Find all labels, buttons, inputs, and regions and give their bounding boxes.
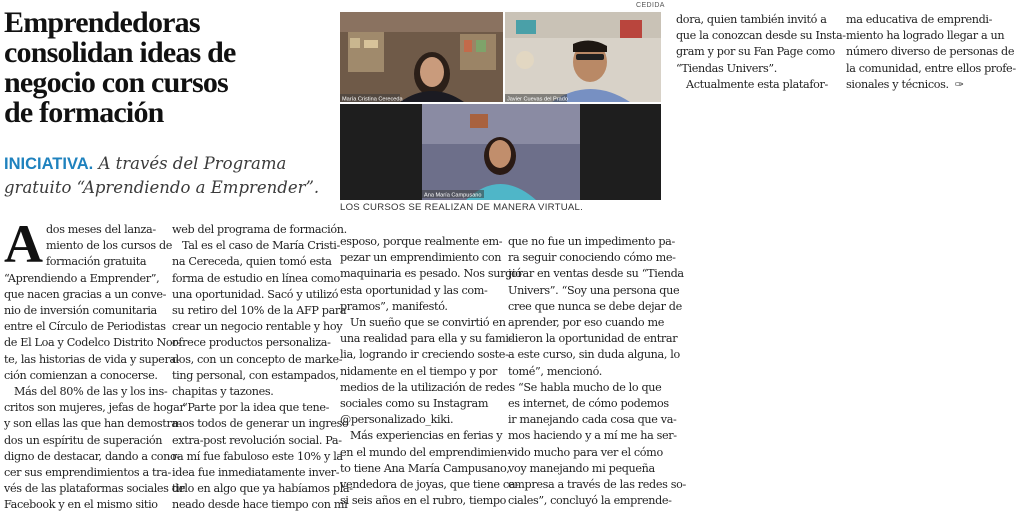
body-line: ting personal, con estampados, [172, 368, 339, 382]
body-line: maquinaria es pesado. Nos surgió [340, 267, 522, 281]
body-line: “Aprendiendo a Emprender”, [4, 271, 160, 285]
photo-credit: CEDIDA [636, 2, 665, 9]
body-line: esposo, porque realmente em- [340, 235, 503, 248]
body-line: ción comienzan a conocerse. [4, 368, 158, 382]
body-line: dos meses del lanza- [46, 223, 156, 236]
body-line: neado desde hace tiempo con mi [172, 498, 348, 512]
body-line: a este curso, sin duda alguna, lo [508, 348, 680, 362]
body-line: que no fue un impedimento pa- [508, 235, 675, 248]
body-line: aprender, por eso cuando me [508, 316, 665, 330]
body-line: medios de la utilización de redes [340, 380, 515, 394]
body-line: pramos”, manifestó. [340, 299, 448, 313]
body-line: lia, logrando ir creciendo soste- [340, 348, 509, 362]
body-line: mos todos de generar un ingreso [172, 417, 349, 431]
participant-name: María Cristina Cereceda [342, 96, 403, 103]
body-line: voy manejando mi pequeña [508, 461, 655, 475]
body-line: gram y por su Fan Page como [676, 45, 835, 59]
body-line: dos un espíritu de superación [4, 433, 163, 447]
body-line: empresa a través de las redes so- [508, 478, 686, 492]
body-line [846, 77, 996, 93]
body-line: es internet, de cómo podemos [508, 397, 669, 411]
body-line: una oportunidad. Sacó y utilizó [172, 287, 339, 301]
body-line: “Tiendas Univers”. [676, 61, 777, 75]
body-line: cree que nunca se debe dejar de [508, 299, 682, 313]
body-column-6 [846, 12, 1016, 93]
body-line: en el mundo del emprendimien- [340, 445, 511, 459]
body-line: “Se habla mucho de lo que [518, 380, 662, 394]
body-line: Más del 80% de las y los ins- [14, 385, 168, 399]
body-line: idea fue inmediatamente inver- [172, 466, 340, 480]
body-line: digno de destacar, dando a cono- [4, 449, 180, 463]
body-line: pezar un emprendimiento con [340, 251, 502, 265]
body-line: mos haciendo y a mí me ha ser- [508, 429, 677, 443]
body-line: forma de estudio en línea como [172, 271, 340, 285]
body-line: vido mucho para ver el cómo [508, 445, 663, 459]
end-mark-icon: ✑ [954, 77, 964, 91]
body-line: te, las historias de vida y supera- [4, 352, 180, 366]
body-line: ciales”, concluyó la emprende- [508, 494, 672, 508]
body-line: vendedora de joyas, que tiene ca- [340, 478, 519, 492]
body-line: si seis años en el rubro, tiempo [340, 494, 507, 508]
body-line: la comunidad, entre ellos profe- [846, 61, 1016, 75]
deck-kicker: INICIATIVA. [4, 155, 94, 173]
body-line: vés de las plataformas sociales de [4, 482, 185, 496]
body-line: Actualmente esta platafor- [686, 77, 828, 91]
body-line: esta oportunidad y las com- [340, 283, 488, 297]
participant-name: Ana María Campusano [424, 192, 482, 199]
body-line: ir manejando cada cosa que va- [508, 413, 677, 427]
body-line: “Parte por la idea que tene- [182, 401, 330, 415]
body-line: tomé”, mencionó. [508, 364, 603, 378]
body-column-3 [340, 234, 522, 509]
body-line: critos son mujeres, jefas de hogar [4, 401, 185, 415]
body-line: miento ha logrado llegar a un [846, 29, 1005, 43]
video-call-illustration [340, 10, 661, 200]
photo-caption: LOS CURSOS SE REALIZAN DE MANERA VIRTUAL. [340, 202, 584, 213]
drop-cap: A [4, 214, 43, 274]
body-line: cer sus emprendimientos a tra- [4, 466, 171, 480]
body-line: dieron la oportunidad de entrar [508, 332, 678, 346]
body-line: sociales como su Instagram [340, 397, 489, 411]
body-line: formación gratuita [46, 255, 147, 269]
body-line: na Cereceda, quien tomó esta [172, 255, 332, 269]
body-line: Univers”. “Soy una persona que [508, 283, 680, 297]
headline-line: de formación [4, 96, 164, 129]
body-line: su retiro del 10% de la AFP para [172, 304, 347, 318]
body-line: nidamente en el tiempo y por [340, 364, 497, 378]
body-line: de El Loa y Codelco Distrito Nor- [4, 336, 181, 350]
body-line: que nacen gracias a un conve- [4, 287, 167, 301]
body-line: dora, quien también invitó a [676, 13, 827, 26]
body-line: Un sueño que se convirtió en [350, 316, 506, 330]
headline-line: consolidan ideas de [4, 36, 236, 69]
body-line: chapitas y tazones. [172, 385, 274, 399]
body-line: miento de los cursos de [46, 239, 173, 253]
body-line: que la conozcan desde su Insta- [676, 29, 846, 43]
body-line: web del programa de formación. [172, 223, 347, 236]
body-line: jorar en ventas desde su “Tienda [508, 267, 684, 281]
headline [4, 8, 334, 128]
headline-line: negocio con cursos [4, 66, 228, 99]
body-line: to tiene Ana María Campusano, [340, 461, 510, 475]
deck [4, 152, 334, 200]
body-line: ofrece productos personaliza- [172, 336, 331, 350]
headline-line: Emprendedoras [4, 6, 200, 39]
body-line: Facebook y en el mismo sitio [4, 498, 158, 512]
deck-text: A través del Programa gratuito “Aprendiendo a Emprender”. [4, 154, 320, 197]
body-column-4 [508, 234, 686, 509]
body-line: ra mí fue fabuloso este 10% y la [172, 449, 343, 463]
body-column-1 [4, 214, 185, 514]
body-column-2 [172, 222, 353, 514]
video-call-photo [340, 10, 661, 200]
body-line: @personalizado_kiki. [340, 413, 454, 427]
body-line: tirlo en algo que ya habíamos pla- [172, 482, 353, 496]
body-line: nio de inversión comunitaria [4, 304, 157, 318]
body-line: número diverso de personas de [846, 45, 1015, 59]
body-column-5 [676, 12, 846, 93]
body-line: crear un negocio rentable y hoy [172, 320, 343, 334]
body-line: entre el Círculo de Periodistas [4, 320, 166, 334]
body-line: una realidad para ella y su fami- [340, 332, 512, 346]
body-line-text: sionales y técnicos. [846, 77, 949, 91]
body-line: ra seguir conociendo cómo me- [508, 251, 676, 265]
body-line: Más experiencias en ferias y [350, 429, 503, 443]
body-line: Tal es el caso de María Cristi- [182, 239, 340, 253]
participant-name: Javier Cuevas del Prado [507, 96, 568, 103]
body-line: y son ellas las que han demostra- [4, 417, 182, 431]
body-line: dos, con un concepto de marke- [172, 352, 343, 366]
body-line: ma educativa de emprendi- [846, 13, 993, 26]
body-line: extra-post revolución social. Pa- [172, 433, 342, 447]
